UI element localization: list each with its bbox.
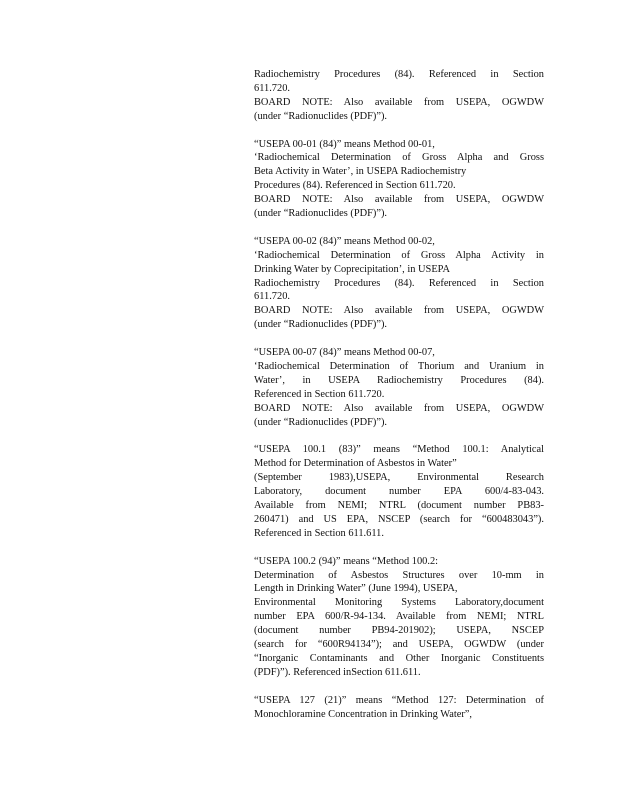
text-line: Determination of Asbestos Structures over 10-mm in [254, 569, 544, 581]
definition-paragraph [254, 68, 544, 124]
text-line: (under “Radionuclides (PDF)”). [254, 110, 388, 122]
text-line: Beta Activity in Water’, in USEPA Radiochemistry [254, 166, 467, 178]
text-line: (under “Radionuclides (PDF)”). [254, 319, 388, 331]
text-line: Drinking Water by Coprecipitation’, in USEPA [254, 263, 450, 275]
text-line: “USEPA 127 (21)” means “Method 127: Determination of [254, 694, 544, 706]
text-line: Water’, in USEPA Radiochemistry Procedures (84). [254, 374, 544, 386]
text-line: (September 1983),USEPA, Environmental Research [254, 472, 544, 484]
definition-paragraph [254, 235, 544, 332]
text-line: (PDF)”). Referenced inSection 611.611. [254, 666, 421, 678]
text-line: BOARD NOTE: Also available from USEPA, OGWDW [254, 96, 544, 108]
text-line: Environmental Monitoring Systems Laboratory,document [254, 597, 544, 609]
text-line: “USEPA 00-02 (84)” means Method 00-02, [254, 235, 435, 247]
text-line: ‘Radiochemical Determination of Gross Alpha and Gross [254, 152, 544, 164]
text-line: “USEPA 00-07 (84)” means Method 00-07, [254, 347, 435, 359]
text-line: Procedures (84). Referenced in Section 611.720. [254, 180, 456, 192]
definition-paragraph [254, 443, 544, 540]
text-line: Length in Drinking Water” (June 1994), USEPA, [254, 583, 458, 595]
text-line: 611.720. [254, 82, 290, 94]
definition-paragraph [254, 694, 544, 722]
text-line: Method for Determination of Asbestos in Water” [254, 458, 457, 470]
text-line: “USEPA 100.1 (83)” means “Method 100.1: Analytical [254, 444, 544, 456]
text-line: BOARD NOTE: Also available from USEPA, OGWDW [254, 194, 544, 206]
text-line: “USEPA 00-01 (84)” means Method 00-01, [254, 138, 435, 150]
text-line: (document number PB94-201902); USEPA, NSCEP [254, 625, 544, 637]
text-line: “USEPA 100.2 (94)” means “Method 100.2: [254, 555, 439, 567]
text-column [254, 68, 544, 735]
text-line: Referenced in Section 611.720. [254, 388, 385, 400]
text-line: Referenced in Section 611.611. [254, 527, 384, 539]
definition-paragraph [254, 138, 544, 221]
text-line: (under “Radionuclides (PDF)”). [254, 416, 388, 428]
text-line: 611.720. [254, 291, 290, 303]
definition-paragraph [254, 555, 544, 680]
text-line: ‘Radiochemical Determination of Gross Alpha Activity in [254, 249, 544, 261]
text-line: Radiochemistry Procedures (84). Referenced in Section [254, 277, 544, 289]
definition-paragraph [254, 346, 544, 429]
text-line: (search for “600R94134”); and USEPA, OGWDW (under [254, 639, 544, 651]
text-line: Radiochemistry Procedures (84). Referenced in Section [254, 69, 544, 80]
text-line: (under “Radionuclides (PDF)”). [254, 208, 388, 220]
text-line: “Inorganic Contaminants and Other Inorganic Constituents [254, 652, 544, 664]
text-line: ‘Radiochemical Determination of Thorium and Uranium in [254, 360, 544, 372]
text-line: Available from NEMI; NTRL (document number PB83- [254, 500, 544, 512]
text-line: BOARD NOTE: Also available from USEPA, OGWDW [254, 305, 544, 317]
text-line: BOARD NOTE: Also available from USEPA, OGWDW [254, 402, 544, 414]
text-line: 260471) and US EPA, NSCEP (search for “600483043”). [254, 513, 544, 525]
text-line: Laboratory, document number EPA 600/4-83-043. [254, 486, 544, 498]
text-line: number EPA 600/R-94-134. Available from NEMI; NTRL [254, 611, 544, 623]
text-line: Monochloramine Concentration in Drinking Water”, [254, 708, 472, 720]
